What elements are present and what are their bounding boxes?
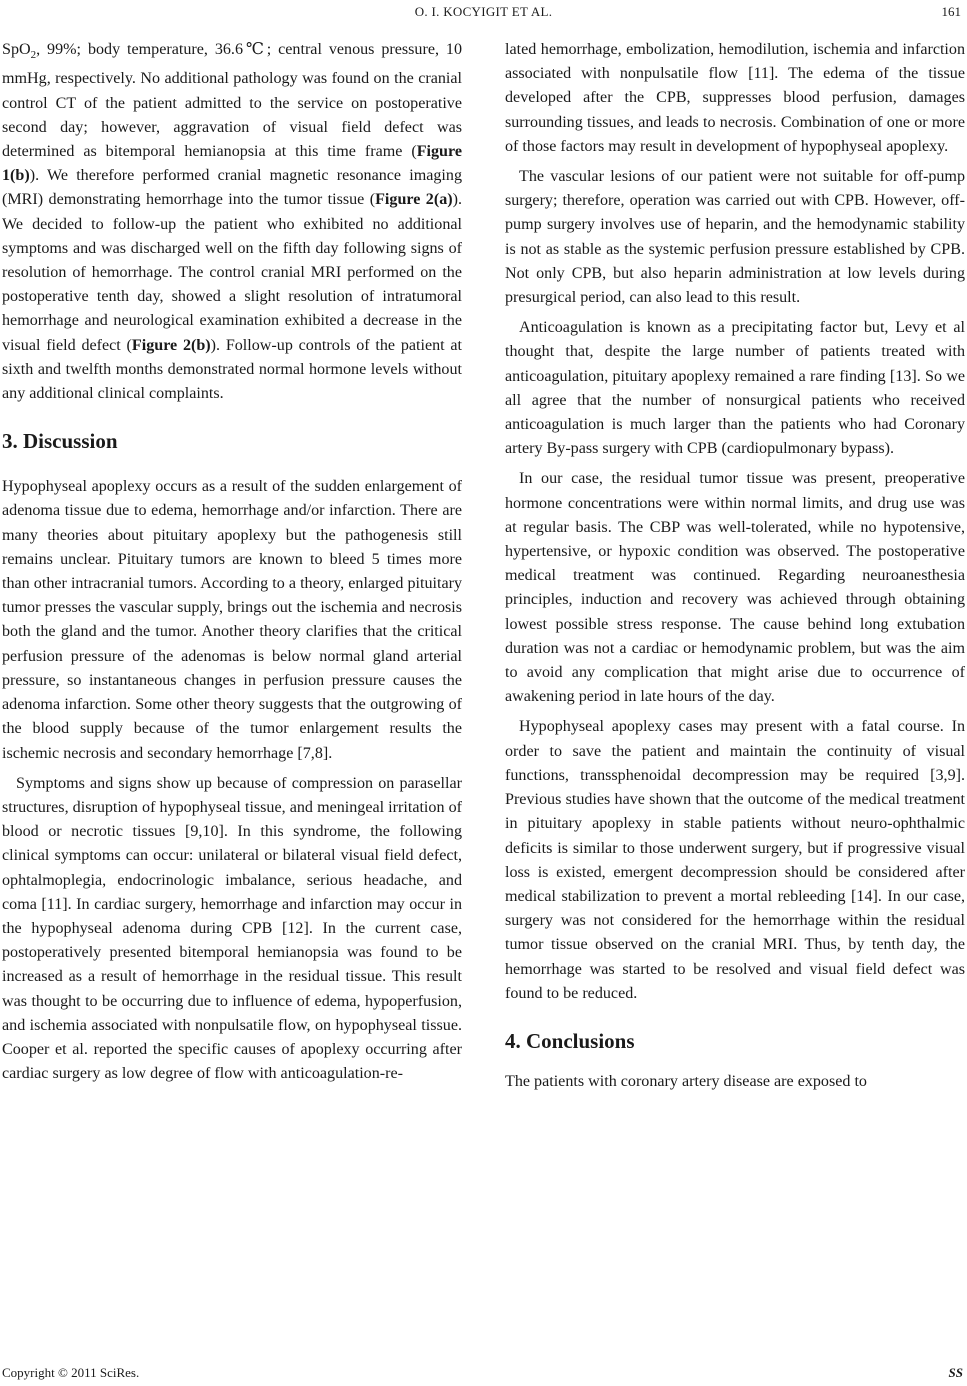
figure-1b-reference: Figure 1(b) (2, 143, 462, 185)
case-report-paragraph: SpO$_2$, 99%; body temperature, 36.6℃; central venous pressure, 10 mmHg, respectively. No additional pathology was found on the cranial control CT of the patient admitted to the service on postoperative second day; however, aggravation of visual field defect was determined as bitemporal hemianopsia at this time frame (Figure 1(b)). We therefore performed cranial magnetic resonance imaging (MRI) demonstrating hemorrhage into the tumor tissue (Figure 2(a)). We decided to follow-up the patient who exhibited no additional symptoms and was discharged well on the fifth day following signs of resolution of hemorrhage. The control cranial MRI performed on the postoperative tenth day, showed a slight resolution of intratumoral hemorrhage and neurological examination exhibited a decrease in the visual field defect (Figure 2(b)). Follow-up controls of the patient at sixth and twelfth months demonstrated normal hormone levels without any additional clinical complaints. (2, 41, 463, 403)
discussion-paragraph-5: In our case, the residual tumor tissue was present, preoperative hormone concentrations were within normal limits, and drug use was at regular basis. The CBP was well-tolerated, while no hypotensive, hypertensive, or hypoxic condition was observed. The postoperative medical treatment was continued. Regarding neuroanesthesia principles, induction and recovery was achieved through obtaining lowest possible stress response. The cause behind long extubation duration was not a cardiac or hemodynamic problem, but was the aim to avoid any complication that might arise due to occurrence of awakening period in late hours of the day. (505, 470, 965, 706)
section-heading-conclusions: 4. Conclusions (505, 1028, 635, 1053)
right-column (505, 38, 965, 1094)
discussion-paragraph-2: Symptoms and signs show up because of compression on parasellar structures, disruption of hypophyseal tissue, and meningeal irritation of blood or necrotic tissues [9,10]. In this syndrome, the following clinical symptoms can occur: unilateral or bilateral visual field defect, ophtalmoplegia, endocrinologic imbalance, serious headache, and coma [11]. In cardiac surgery, hemorrhage and infarction may occur in the hypophyseal adenoma during CPB [12]. In the current case, postoperatively presented bitemporal hemianopsia was found to be increased as a result of hemorrhage in the residual tissue. This result was thought to be occurring due to influence of edema, hypoperfusion, and ischemia associated with nonpulsatile flow, on hypophyseal tissue. Cooper et al. reported the specific causes of apoplexy occurring after cardiac surgery as low degree of flow with anticoagulation-re- (2, 774, 462, 1083)
copyright-notice: Copyright © 2011 SciRes. (2, 1365, 140, 1380)
left-column (2, 38, 462, 1086)
discussion-paragraph-1: Hypophyseal apoplexy occurs as a result of the sudden enlargement of adenoma tissue due to edema, hemorrhage and/or infarction. There are many theories about pituitary apoplexy but the pathogenesis still remains unclear. Pituitary tumors are known to bleed 5 times more than other intracranial tumors. According to a theory, enlarged pituitary tumor presses the vascular supply, brings out the ischemia and necrosis both the gland and the tumor. Another theory clarifies that the critical perfusion pressure of the adenomas is below normal gland arterial pressure, so instantaneous changes in perfusion pressure causes the adenoma infarction. Some other theory suggests that the outgrowing of the blood supply because of the tumor enlargement results the ischemic necrosis and secondary hemorrhage [7,8]. (2, 478, 462, 762)
page-number: 161 (941, 4, 961, 19)
journal-abbreviation: SS (948, 1365, 963, 1380)
figure-2a-reference: Figure 2(a) (375, 191, 453, 209)
discussion-paragraph-2-continued: lated hemorrhage, embolization, hemodilution, ischemia and infarction associated with nonpulsatile flow [11]. The edema of the tissue developed after the CPB, suppresses blood perfusion, damages surrounding tissues, and leads to necrosis. Combination of one or more of those factors may result in development of hypophyseal apoplexy. (505, 41, 965, 155)
section-heading-discussion: 3. Discussion (2, 429, 118, 454)
running-title: O. I. KOCYIGIT ET AL. (414, 4, 553, 19)
running-header (0, 0, 967, 30)
conclusions-paragraph: The patients with coronary artery disease are exposed to (505, 1072, 867, 1090)
figure-2b-reference: Figure 2(b) (131, 336, 211, 354)
discussion-paragraph-4: Anticoagulation is known as a precipitating factor but, Levy et al thought that, despite the large number of patients treated with anticoagulation, pituitary apoplexy remained a rare finding [13]. So we all agree that the number of nonsurgical patients who received anticoagulation is much larger than the patients who had Coronary artery By-pass surgery with CPB (cardiopulmonary bypass). (505, 319, 965, 458)
discussion-paragraph-6: Hypophyseal apoplexy cases may present with a fatal course. In order to save the patient and maintain the continuity of visual functions, transsphenoidal decompression may be required [3,9]. Previous studies have shown that the outcome of the medical treatment in pituitary apoplexy in stable patients without neuro-ophthalmic deficits is similar to those underwent surgery, but if progressive visual loss is existed, emergent decompression should be considered after medical stabilization to prevent a mortal rebleeding [14]. In our case, surgery was not considered for the hemorrhage within the residual tumor tissue observed on the cranial MRI. Thus, by tenth day, the hemorrhage was started to be resolved and visual field defect was found to be reduced. (505, 718, 965, 1002)
page-footer (0, 1363, 967, 1383)
discussion-paragraph-3: The vascular lesions of our patient were not suitable for off-pump surgery; therefore, operation was carried out with CPB. However, off-pump surgery involves use of heparin, and the hemodynamic stability is not as stable as the systemic perfusion pressure established by CPB. Not only CPB, but also heparin administration at low levels during presurgical period, can also lead to this result. (505, 168, 965, 307)
